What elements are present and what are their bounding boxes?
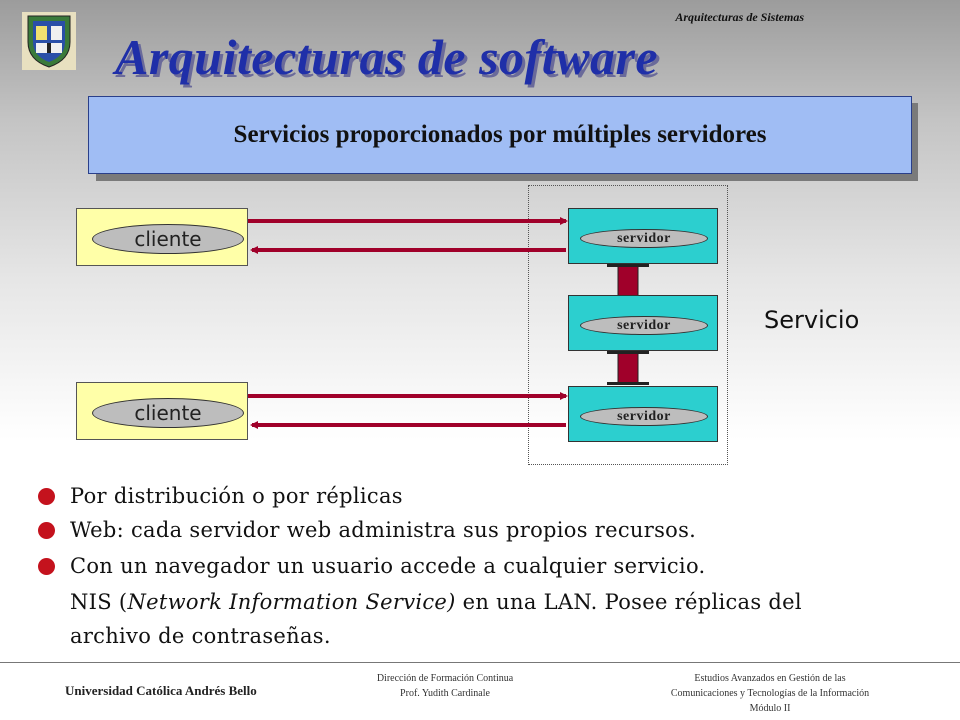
server-box xyxy=(568,386,718,442)
server-label: servidor xyxy=(580,407,708,426)
footer-right xyxy=(630,671,910,716)
nis-suffix: en una LAN. Posee réplicas del xyxy=(455,590,802,614)
client-box xyxy=(76,382,248,440)
nis-italic: Network Information Service) xyxy=(127,590,456,614)
footer-center xyxy=(340,671,550,701)
bullet-item xyxy=(38,518,696,542)
bullet-dot xyxy=(38,488,55,505)
bullet-text: Web: cada servidor web administra sus propios recursos. xyxy=(70,518,697,542)
replication-arrow xyxy=(607,264,649,298)
footer-divider xyxy=(0,662,960,663)
nis-line xyxy=(70,590,802,614)
client-label: cliente xyxy=(92,224,244,254)
footer-right-line: Estudios Avanzados en Gestión de las xyxy=(694,673,846,684)
server-box xyxy=(568,208,718,264)
page-title: Arquitecturas de software xyxy=(115,29,659,85)
footer-right-line: Módulo II xyxy=(749,703,791,714)
footer-center-line: Dirección de Formación Continua xyxy=(376,673,514,684)
bullet-item xyxy=(38,554,706,578)
bullet-dot xyxy=(38,558,55,575)
bullet-item xyxy=(38,484,403,508)
nis-prefix: NIS ( xyxy=(70,590,128,614)
bullet-text: Por distribución o por réplicas xyxy=(70,484,403,508)
replication-arrow xyxy=(607,351,649,385)
server-box xyxy=(568,295,718,351)
server-label: servidor xyxy=(580,229,708,248)
header-tag: Arquitecturas de Sistemas xyxy=(675,10,804,24)
client-label: cliente xyxy=(92,398,244,428)
bullet-text: Con un navegador un usuario accede a cualquier servicio. xyxy=(70,554,706,578)
footer-right-line: Comunicaciones y Tecnologías de la Información xyxy=(670,688,870,699)
service-label: Servicio xyxy=(764,306,860,334)
client-box xyxy=(76,208,248,266)
footer-center-line: Prof. Yudith Cardinale xyxy=(400,688,490,699)
bullet-dot xyxy=(38,522,55,539)
footer-university: Universidad Católica Andrés Bello xyxy=(65,683,257,698)
subtitle-text: Servicios proporcionados por múltiples servidores xyxy=(233,121,767,148)
server-label: servidor xyxy=(580,316,708,335)
nis-line-2: archivo de contraseñas. xyxy=(70,624,331,648)
